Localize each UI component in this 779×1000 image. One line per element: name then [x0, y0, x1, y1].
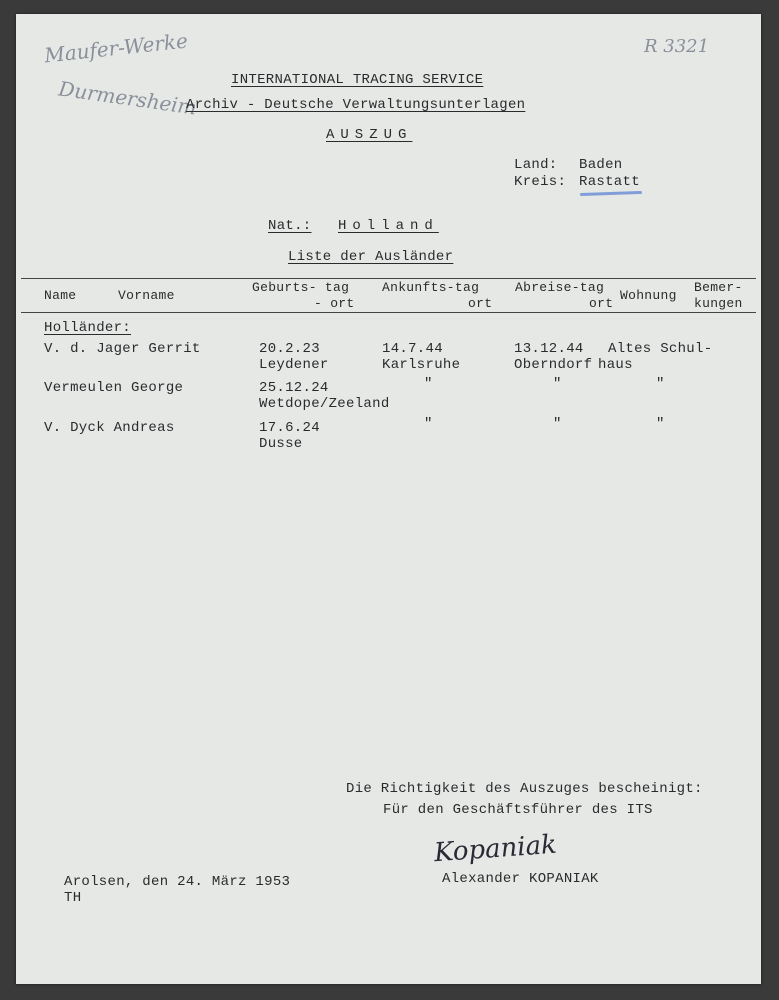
organization-title: INTERNATIONAL TRACING SERVICE [231, 72, 484, 88]
row-geburt-tag: 17.6.24 [259, 420, 320, 436]
highlighter-mark [580, 191, 642, 196]
row-abreise-ditto: " [553, 416, 562, 432]
row-ankunft-ort: Karlsruhe [382, 357, 461, 373]
nationality-label: Nat.: [268, 218, 312, 234]
row-abreise-ditto: " [553, 376, 562, 392]
typist-initials: TH [64, 890, 82, 906]
row-abreise-ort: Oberndorf [514, 357, 593, 373]
nationality-value: Holland [338, 218, 439, 234]
row-geburt-ort: Dusse [259, 436, 303, 452]
land-value: Baden [579, 157, 623, 173]
header-bemerkungen-1: Bemer- [694, 280, 743, 295]
place-date: Arolsen, den 24. März 1953 [64, 874, 291, 890]
document-page [16, 14, 761, 984]
row-geburt-ort: Wetdope/Zeeland [259, 396, 390, 412]
row-wohnung: Altes Schul- [608, 341, 713, 357]
row-ankunft-ditto: " [424, 416, 433, 432]
table-header-rule [21, 312, 756, 313]
header-geburt-tag: Geburts- tag [252, 280, 350, 295]
row-wohnung-ditto: " [656, 416, 665, 432]
row-wohnung-cont: haus [598, 357, 633, 373]
header-name: Name [44, 288, 77, 303]
kreis-value: Rastatt [579, 174, 640, 190]
row-name: Vermeulen George [44, 380, 184, 396]
row-name: V. d. Jager Gerrit [44, 341, 201, 357]
header-geburt-ort: - ort [314, 296, 355, 311]
row-abreise-tag: 13.12.44 [514, 341, 584, 357]
signer-name: Alexander KOPANIAK [442, 871, 599, 887]
header-vorname: Vorname [118, 288, 175, 303]
header-bemerkungen-2: kungen [694, 296, 743, 311]
row-ankunft-tag: 14.7.44 [382, 341, 443, 357]
land-label: Land: [514, 157, 558, 173]
row-ankunft-ditto: " [424, 376, 433, 392]
header-abreise-ort: ort [589, 296, 614, 311]
kreis-label: Kreis: [514, 174, 567, 190]
certification-authority: Für den Geschäftsführer des ITS [383, 802, 653, 818]
handwritten-note-company: Maufer-Werke [43, 28, 189, 68]
handwritten-reference: R 3321 [644, 36, 710, 57]
list-title: Liste der Ausländer [288, 249, 454, 265]
header-abreise-tag: Abreise-tag [515, 280, 605, 295]
header-wohnung: Wohnung [620, 288, 677, 303]
signature: Kopaniak [433, 829, 558, 869]
row-geburt-ort: Leydener [259, 357, 329, 373]
document-type: AUSZUG [326, 127, 413, 143]
handwritten-note-town: Durmersheim [57, 76, 199, 120]
group-label: Holländer: [44, 320, 132, 336]
header-ankunft-ort: ort [468, 296, 493, 311]
row-name: V. Dyck Andreas [44, 420, 175, 436]
row-geburt-tag: 25.12.24 [259, 380, 329, 396]
certification-line: Die Richtigkeit des Auszuges bescheinigt: [346, 781, 703, 797]
row-wohnung-ditto: " [656, 376, 665, 392]
table-top-rule [21, 278, 756, 279]
header-ankunft-tag: Ankunfts-tag [382, 280, 480, 295]
row-geburt-tag: 20.2.23 [259, 341, 320, 357]
archive-subtitle: Archiv - Deutsche Verwaltungsunterlagen [186, 97, 526, 113]
